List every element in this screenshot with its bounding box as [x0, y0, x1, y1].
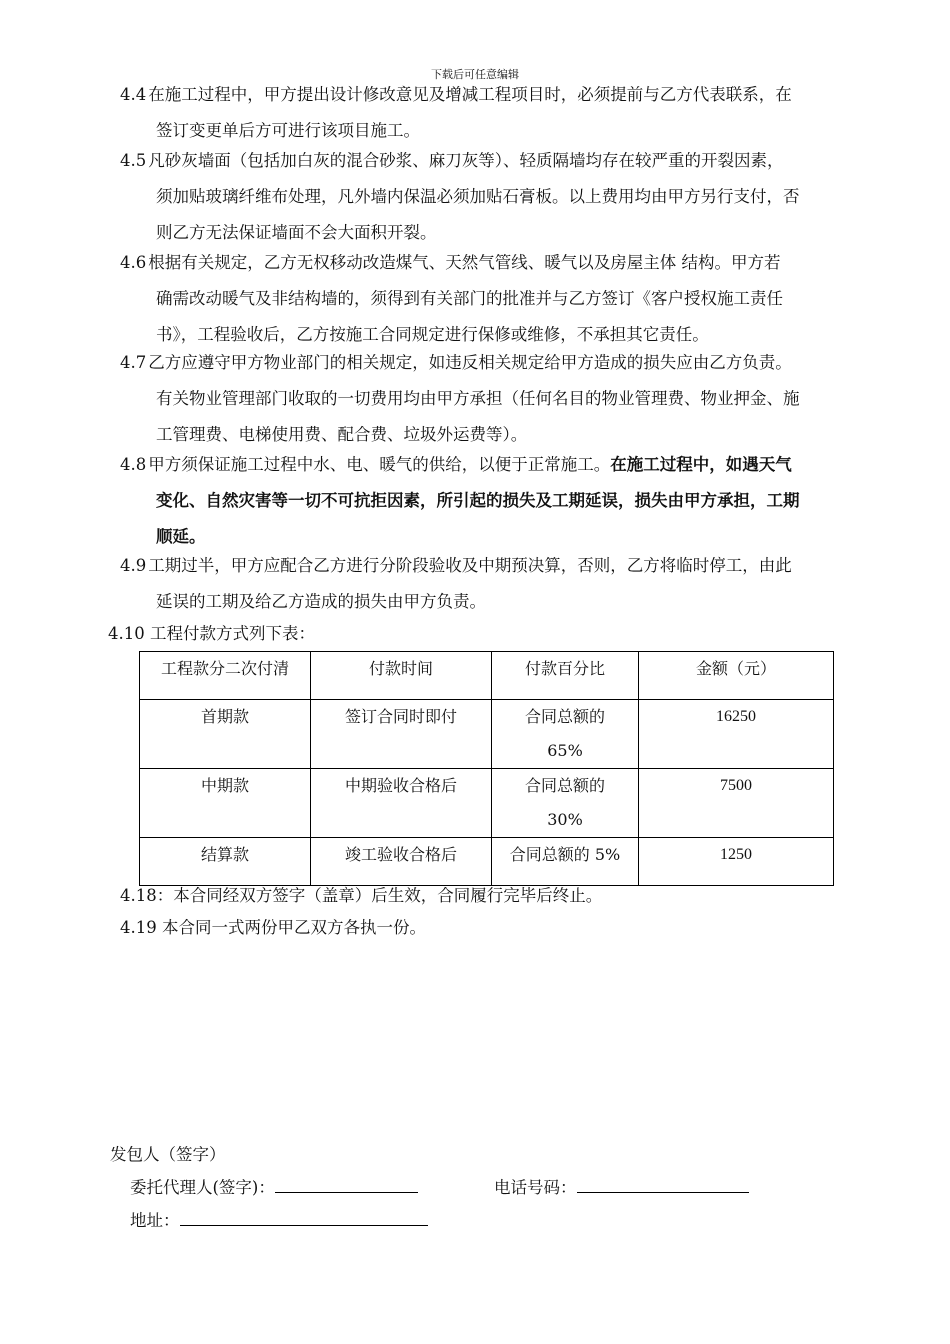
table-row	[140, 838, 834, 886]
clause-4-6	[120, 245, 904, 353]
clause-text: 有关物业管理部门收取的一切费用均由甲方承担（任何名目的物业管理费、物业押金、施	[156, 389, 800, 408]
percent-line: 合同总额的	[524, 776, 605, 795]
table-cell-time: 竣工验收合格后	[311, 838, 492, 886]
phone-row	[494, 1174, 749, 1202]
table-header-row	[140, 652, 834, 700]
clause-text: 在施工过程中，甲方提出设计修改意见及增减工程项目时，必须提前与乙方代表联系，在	[148, 85, 792, 104]
phone-label: 电话号码：	[494, 1178, 577, 1197]
table-cell-amount: 7500	[639, 769, 834, 838]
table-header-cell: 付款百分比	[492, 652, 639, 700]
clause-text: 则乙方无法保证墙面不会大面积开裂。	[156, 223, 437, 242]
clause-4-18: 4.18：本合同经双方签字（盖章）后生效，合同履行完毕后终止。	[120, 886, 603, 905]
payment-title: 4.10 工程付款方式列下表：	[108, 624, 315, 643]
clause-number: 4.6	[120, 253, 147, 272]
employer-signature-label: 发包人（签字）	[110, 1145, 226, 1164]
clause-4-19: 4.19 本合同一式两份甲乙双方各执一份。	[120, 918, 426, 937]
agent-signature-row	[130, 1174, 418, 1202]
clause-4-7	[120, 345, 904, 453]
clause-text: 乙方应遵守甲方物业部门的相关规定，如违反相关规定给甲方造成的损失应由乙方负责。	[148, 353, 792, 372]
clause-number: 4.4	[120, 85, 147, 104]
payment-table	[139, 651, 834, 886]
clause-text: 须加贴玻璃纤维布处理，凡外墙内保温必须加贴石膏板。以上费用均由甲方另行支付，否	[156, 187, 800, 206]
percent-line: 合同总额的	[524, 707, 605, 726]
clause-text: 甲方须保证施工过程中水、电、暖气的供给，以便于正常施工。	[148, 455, 611, 474]
agent-signature-label: 委托代理人(签字)：	[130, 1178, 275, 1197]
table-cell-time: 中期验收合格后	[311, 769, 492, 838]
clause-4-8	[120, 447, 904, 555]
table-cell-stage: 首期款	[140, 700, 311, 769]
clause-bold-text: 顺延。	[156, 527, 206, 546]
table-cell-percent	[492, 769, 639, 838]
clause-number: 4.5	[120, 151, 147, 170]
clause-text: 延误的工期及给乙方造成的损失由甲方负责。	[156, 592, 486, 611]
header-note: 下载后可任意编辑	[431, 68, 519, 81]
table-cell-amount: 16250	[639, 700, 834, 769]
clause-number: 4.9	[120, 556, 147, 575]
agent-signature-blank[interactable]	[275, 1174, 418, 1193]
clause-number: 4.8	[120, 455, 147, 474]
table-cell-percent	[492, 700, 639, 769]
percent-line: 65%	[547, 741, 583, 760]
clause-text: 书》，工程验收后，乙方按施工合同规定进行保修或维修，不承担其它责任。	[156, 325, 709, 344]
table-cell-time: 签订合同时即付	[311, 700, 492, 769]
clause-text: 根据有关规定，乙方无权移动改造煤气、天然气管线、暖气以及房屋主体 结构。甲方若	[148, 253, 781, 272]
clause-bold-text: 变化、自然灾害等一切不可抗拒因素，所引起的损失及工期延误，损失由甲方承担，工期	[156, 491, 800, 510]
clause-number: 4.7	[120, 353, 147, 372]
table-header-cell: 工程款分二次付清	[140, 652, 311, 700]
table-cell-percent: 合同总额的 5%	[492, 838, 639, 886]
address-blank[interactable]	[180, 1207, 428, 1226]
table-header-cell: 金额（元）	[639, 652, 834, 700]
percent-line: 30%	[547, 810, 583, 829]
table-row	[140, 700, 834, 769]
table-cell-stage: 中期款	[140, 769, 311, 838]
clause-4-4	[120, 77, 904, 149]
address-row	[130, 1207, 428, 1235]
table-row	[140, 769, 834, 838]
clause-text: 工管理费、电梯使用费、配合费、垃圾外运费等）。	[156, 425, 528, 444]
address-label: 地址：	[130, 1211, 180, 1230]
clause-text: 确需改动暖气及非结构墙的，须得到有关部门的批准并与乙方签订《客户授权施工责任	[156, 289, 783, 308]
clause-4-9	[120, 548, 904, 620]
table-header-cell: 付款时间	[311, 652, 492, 700]
phone-blank[interactable]	[577, 1174, 749, 1193]
table-cell-amount: 1250	[639, 838, 834, 886]
clause-bold-text: 在施工过程中，如遇天气	[610, 455, 792, 474]
clause-text: 工期过半，甲方应配合乙方进行分阶段验收及中期预决算，否则，乙方将临时停工，由此	[148, 556, 792, 575]
clause-text: 签订变更单后方可进行该项目施工。	[156, 121, 420, 140]
clause-4-5	[120, 143, 904, 251]
table-cell-stage: 结算款	[140, 838, 311, 886]
clause-text: 凡砂灰墙面（包括加白灰的混合砂浆、麻刀灰等）、轻质隔墙均存在较严重的开裂因素，	[148, 151, 784, 170]
